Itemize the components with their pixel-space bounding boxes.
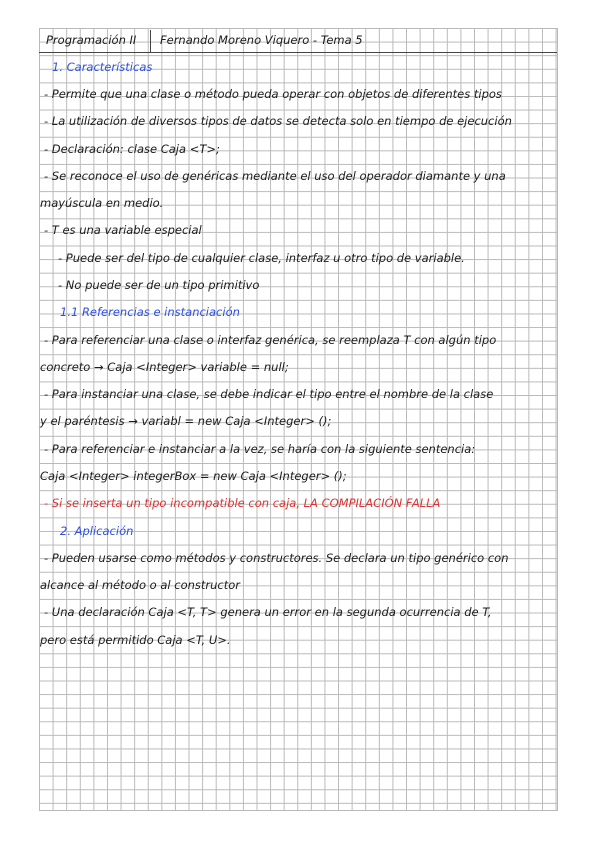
note-line: - Una declaración Caja <T, T> genera un error en la segunda ocurrencia de T,: [44, 605, 492, 619]
note-line: - Para instanciar una clase, se debe indicar el tipo entre el nombre de la clase: [44, 387, 494, 401]
note-line: - Pueden usarse como métodos y constructores. Se declara un tipo genérico con: [44, 551, 509, 565]
warning-line: - Si se inserta un tipo incompatible con caja, LA COMPILACIÓN FALLA: [44, 496, 441, 510]
note-line: alcance al método o al constructor: [40, 578, 241, 592]
note-line: - Permite que una clase o método pueda operar con objetos de diferentes tipos: [44, 87, 502, 101]
note-line: - Se reconoce el uso de genéricas mediante el uso del operador diamante y una: [44, 169, 506, 183]
note-line: - No puede ser de un tipo primitivo: [58, 278, 260, 292]
note-line: Caja <Integer> integerBox = new Caja <Integer> ();: [40, 469, 347, 483]
note-line: mayúscula en medio.: [40, 196, 164, 210]
header-author-topic: Fernando Moreno Viquero - Tema 5: [160, 33, 363, 47]
note-line: - Declaración: clase Caja <T>;: [44, 142, 220, 156]
header-subject: Programación II: [46, 33, 137, 47]
heading-application: 2. Aplicación: [60, 524, 134, 538]
note-line: - Puede ser del tipo de cualquier clase, interfaz u otro tipo de variable.: [58, 251, 465, 265]
heading-references: 1.1 Referencias e instanciación: [60, 305, 240, 319]
header-underline: [39, 52, 557, 53]
note-line: y el paréntesis → variabl = new Caja <Integer> ();: [40, 414, 332, 428]
note-line: - Para referenciar e instanciar a la vez, se haría con la siguiente sentencia:: [44, 442, 476, 456]
header-divider: [150, 30, 151, 52]
note-line: pero está permitido Caja <T, U>.: [40, 633, 231, 647]
note-line: - La utilización de diversos tipos de datos se detecta solo en tiempo de ejecución: [44, 114, 512, 128]
note-line: concreto → Caja <Integer> variable = null;: [40, 360, 289, 374]
note-line: - Para referenciar una clase o interfaz genérica, se reemplaza T con algún tipo: [44, 333, 497, 347]
heading-characteristics: 1. Características: [52, 60, 153, 74]
note-line: - T es una variable especial: [44, 223, 202, 237]
